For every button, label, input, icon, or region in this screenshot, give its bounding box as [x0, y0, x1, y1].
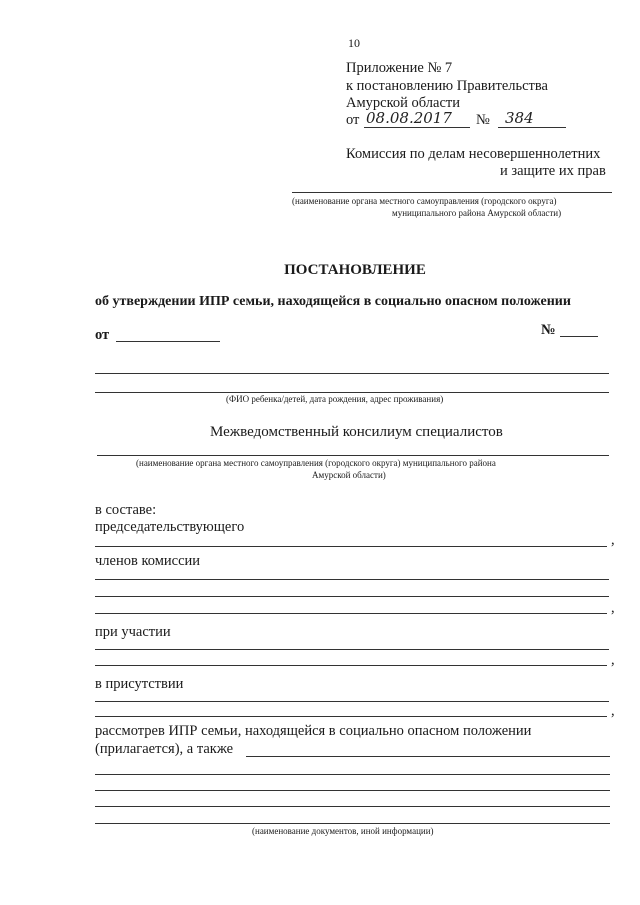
page-number: 10 [348, 36, 360, 50]
review-line-0 [246, 756, 610, 757]
number-prefix: № [476, 112, 490, 128]
council-org-line [97, 455, 609, 456]
review-text-line2: (прилагается), а также [95, 741, 234, 757]
members-line-1 [95, 579, 609, 580]
review-caption: (наименование документов, иной информации) [252, 826, 434, 836]
participation-label: при участии [95, 624, 171, 640]
presence-comma: , [611, 703, 615, 719]
chairman-label: председательствующего [95, 519, 245, 535]
members-line-3 [95, 613, 607, 614]
participation-comma: , [611, 652, 615, 668]
number-label: № [541, 322, 556, 338]
members-label: членов комиссии [95, 553, 201, 569]
child-info-caption: (ФИО ребенка/детей, дата рождения, адрес проживания) [226, 394, 444, 404]
document-subtitle: об утверждении ИПР семьи, находящейся в социально опасном положении [95, 294, 571, 309]
commission-name-line1: Комиссия по делам несовершеннолетних [346, 146, 601, 162]
commission-org-line [292, 192, 612, 193]
participation-line-2 [95, 665, 607, 666]
from-date-line [116, 341, 220, 342]
number-underline [498, 127, 566, 128]
commission-caption-line1: (наименование органа местного самоуправления (городского округа) [292, 196, 557, 206]
composition-label: в составе: [95, 502, 157, 518]
presence-line-1 [95, 701, 609, 702]
council-title: Межведомственный консилиум специалистов [210, 424, 503, 440]
appendix-region: Амурской области [346, 95, 460, 111]
review-line-1 [95, 774, 610, 775]
appendix-resolution: к постановлению Правительства [346, 78, 548, 94]
council-caption-line1: (наименование органа местного самоуправления (городского округа) муниципального района [136, 458, 496, 468]
review-line-4 [95, 823, 610, 824]
review-text-line1: рассмотрев ИПР семьи, находящейся в социально опасном положении [95, 723, 532, 739]
review-line-3 [95, 806, 610, 807]
chairman-line [95, 546, 607, 547]
date-handwritten: 08.08.2017 [366, 109, 452, 127]
document-title: ПОСТАНОВЛЕНИЕ [284, 262, 426, 278]
participation-line-1 [95, 649, 609, 650]
child-info-line-2 [95, 392, 609, 393]
date-underline [364, 127, 470, 128]
appendix-number: Приложение № 7 [346, 60, 453, 76]
child-info-line-1 [95, 373, 609, 374]
members-comma: , [611, 600, 615, 616]
members-line-2 [95, 596, 609, 597]
presence-line-2 [95, 716, 607, 717]
resolution-number-line [560, 336, 598, 337]
date-prefix: от [346, 112, 360, 128]
commission-caption-line2: муниципального района Амурской области) [392, 208, 562, 218]
number-handwritten: 384 [505, 109, 534, 127]
presence-label: в присутствии [95, 676, 184, 692]
council-caption-line2: Амурской области) [312, 470, 386, 480]
chairman-comma: , [611, 532, 615, 548]
review-line-2 [95, 790, 610, 791]
from-label: от [95, 327, 110, 343]
commission-name-line2: и защите их прав [500, 163, 606, 179]
